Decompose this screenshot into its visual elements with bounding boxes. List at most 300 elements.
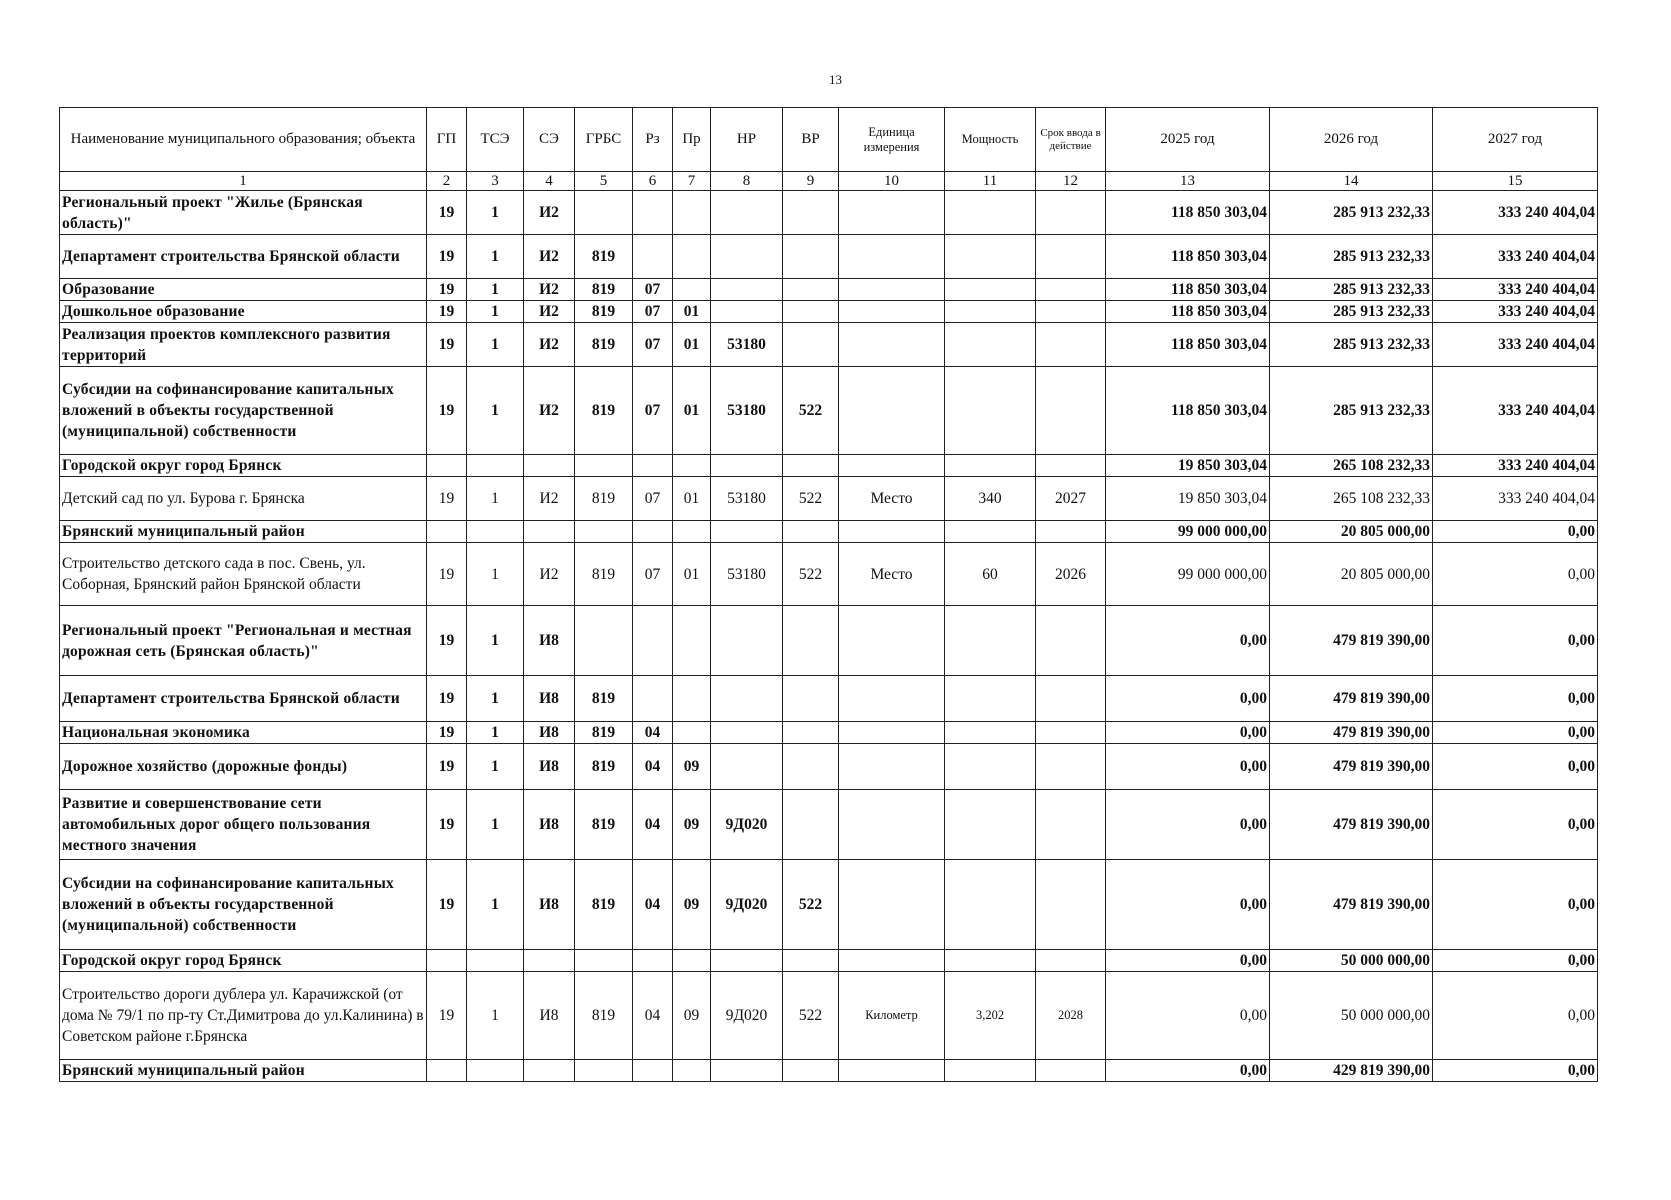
cell-rz-code: [633, 1060, 673, 1082]
cell-nr-code: [711, 521, 783, 543]
cell-vr-code: [783, 950, 839, 972]
cell-amount-2025: 19 850 303,04: [1106, 455, 1270, 477]
header-name: Наименование муниципального образования; объекта: [60, 108, 427, 172]
cell-amount-2027: 0,00: [1433, 950, 1598, 972]
budget-table: [59, 107, 1598, 1082]
cell-object-name: Строительство детского сада в пос. Свень, ул. Соборная, Брянский район Брянской области: [60, 543, 427, 606]
cell-gp-code: 19: [427, 543, 467, 606]
cell-pr-code: 01: [673, 543, 711, 606]
cell-tse-code: 1: [467, 323, 524, 367]
cell-tse-code: 1: [467, 972, 524, 1060]
cell-object-name: Брянский муниципальный район: [60, 521, 427, 543]
cell-amount-2026: 479 819 390,00: [1270, 676, 1433, 722]
cell-capacity: [945, 950, 1036, 972]
column-number: 3: [467, 172, 524, 191]
cell-pr-code: 01: [673, 477, 711, 521]
cell-tse-code: 1: [467, 676, 524, 722]
cell-capacity: [945, 860, 1036, 950]
cell-grbs-code: 819: [575, 477, 633, 521]
cell-capacity: [945, 790, 1036, 860]
cell-grbs-code: 819: [575, 722, 633, 744]
cell-pr-code: [673, 1060, 711, 1082]
cell-se-code: И2: [524, 323, 575, 367]
cell-commission-year: [1036, 606, 1106, 676]
cell-object-name: Образование: [60, 279, 427, 301]
cell-unit: [839, 722, 945, 744]
cell-capacity: [945, 606, 1036, 676]
header-se: СЭ: [524, 108, 575, 172]
cell-unit: [839, 606, 945, 676]
header-row: [60, 108, 1598, 172]
cell-object-name: Департамент строительства Брянской области: [60, 235, 427, 279]
cell-amount-2025: 118 850 303,04: [1106, 279, 1270, 301]
cell-amount-2025: 118 850 303,04: [1106, 235, 1270, 279]
header-grbs: ГРБС: [575, 108, 633, 172]
cell-vr-code: 522: [783, 477, 839, 521]
cell-unit: [839, 950, 945, 972]
table-row: [60, 367, 1598, 455]
cell-se-code: И8: [524, 860, 575, 950]
cell-commission-year: [1036, 676, 1106, 722]
cell-amount-2027: 0,00: [1433, 543, 1598, 606]
cell-vr-code: [783, 521, 839, 543]
cell-gp-code: 19: [427, 301, 467, 323]
cell-capacity: 3,202: [945, 972, 1036, 1060]
cell-nr-code: 53180: [711, 477, 783, 521]
cell-capacity: [945, 323, 1036, 367]
cell-gp-code: 19: [427, 790, 467, 860]
cell-amount-2025: 118 850 303,04: [1106, 301, 1270, 323]
cell-vr-code: 522: [783, 860, 839, 950]
header-2026: 2026 год: [1270, 108, 1433, 172]
cell-capacity: [945, 367, 1036, 455]
cell-amount-2027: 0,00: [1433, 1060, 1598, 1082]
cell-se-code: [524, 1060, 575, 1082]
cell-nr-code: [711, 606, 783, 676]
cell-rz-code: 07: [633, 301, 673, 323]
cell-unit: [839, 191, 945, 235]
cell-se-code: И2: [524, 279, 575, 301]
cell-rz-code: 04: [633, 972, 673, 1060]
cell-unit: Место: [839, 477, 945, 521]
cell-capacity: [945, 1060, 1036, 1082]
cell-object-name: Городской округ город Брянск: [60, 950, 427, 972]
cell-grbs-code: [575, 455, 633, 477]
cell-amount-2026: 285 913 232,33: [1270, 367, 1433, 455]
cell-amount-2027: 333 240 404,04: [1433, 301, 1598, 323]
cell-commission-year: [1036, 455, 1106, 477]
cell-tse-code: 1: [467, 477, 524, 521]
cell-amount-2027: 333 240 404,04: [1433, 455, 1598, 477]
cell-se-code: [524, 521, 575, 543]
cell-amount-2027: 333 240 404,04: [1433, 279, 1598, 301]
cell-vr-code: [783, 1060, 839, 1082]
cell-nr-code: 53180: [711, 323, 783, 367]
cell-nr-code: [711, 1060, 783, 1082]
cell-amount-2025: 0,00: [1106, 744, 1270, 790]
cell-object-name: Департамент строительства Брянской области: [60, 676, 427, 722]
column-number: 15: [1433, 172, 1598, 191]
cell-rz-code: [633, 191, 673, 235]
cell-gp-code: [427, 521, 467, 543]
column-number: 9: [783, 172, 839, 191]
column-number: 13: [1106, 172, 1270, 191]
cell-amount-2026: 285 913 232,33: [1270, 279, 1433, 301]
cell-se-code: И8: [524, 972, 575, 1060]
cell-rz-code: 07: [633, 323, 673, 367]
cell-nr-code: [711, 301, 783, 323]
cell-unit: [839, 521, 945, 543]
cell-nr-code: [711, 744, 783, 790]
header-vr: ВР: [783, 108, 839, 172]
cell-vr-code: [783, 455, 839, 477]
cell-se-code: И2: [524, 367, 575, 455]
cell-amount-2026: 265 108 232,33: [1270, 477, 1433, 521]
cell-commission-year: [1036, 744, 1106, 790]
column-number: 7: [673, 172, 711, 191]
cell-unit: Место: [839, 543, 945, 606]
cell-gp-code: 19: [427, 323, 467, 367]
cell-se-code: И8: [524, 722, 575, 744]
cell-capacity: [945, 521, 1036, 543]
table-row: [60, 323, 1598, 367]
table-row: [60, 521, 1598, 543]
cell-amount-2027: 0,00: [1433, 860, 1598, 950]
cell-pr-code: [673, 606, 711, 676]
cell-vr-code: 522: [783, 543, 839, 606]
cell-unit: [839, 676, 945, 722]
cell-amount-2026: 429 819 390,00: [1270, 1060, 1433, 1082]
cell-rz-code: 07: [633, 477, 673, 521]
cell-tse-code: [467, 1060, 524, 1082]
cell-tse-code: 1: [467, 367, 524, 455]
cell-pr-code: [673, 455, 711, 477]
cell-object-name: Субсидии на софинансирование капитальных вложений в объекты государственной (муниципальной) собственности: [60, 860, 427, 950]
header-pr: Пр: [673, 108, 711, 172]
cell-pr-code: 01: [673, 323, 711, 367]
cell-amount-2027: 0,00: [1433, 722, 1598, 744]
cell-gp-code: [427, 1060, 467, 1082]
cell-capacity: [945, 301, 1036, 323]
cell-grbs-code: 819: [575, 279, 633, 301]
table-row: [60, 477, 1598, 521]
table-row: [60, 676, 1598, 722]
cell-capacity: [945, 455, 1036, 477]
cell-commission-year: [1036, 950, 1106, 972]
cell-grbs-code: 819: [575, 790, 633, 860]
cell-rz-code: [633, 235, 673, 279]
cell-object-name: Дошкольное образование: [60, 301, 427, 323]
cell-amount-2026: 20 805 000,00: [1270, 521, 1433, 543]
cell-rz-code: [633, 521, 673, 543]
cell-gp-code: 19: [427, 606, 467, 676]
cell-vr-code: [783, 235, 839, 279]
cell-object-name: Развитие и совершенствование сети автомобильных дорог общего пользования местного значения: [60, 790, 427, 860]
cell-capacity: [945, 235, 1036, 279]
cell-amount-2026: 479 819 390,00: [1270, 860, 1433, 950]
cell-amount-2027: 0,00: [1433, 676, 1598, 722]
cell-rz-code: 04: [633, 790, 673, 860]
cell-gp-code: [427, 455, 467, 477]
table-row: [60, 972, 1598, 1060]
cell-rz-code: [633, 606, 673, 676]
table-row: [60, 722, 1598, 744]
cell-gp-code: 19: [427, 367, 467, 455]
cell-vr-code: [783, 301, 839, 323]
cell-amount-2027: 0,00: [1433, 744, 1598, 790]
cell-amount-2027: 333 240 404,04: [1433, 191, 1598, 235]
cell-tse-code: 1: [467, 301, 524, 323]
cell-amount-2027: 0,00: [1433, 521, 1598, 543]
cell-se-code: И2: [524, 191, 575, 235]
table-row: [60, 950, 1598, 972]
cell-gp-code: 19: [427, 722, 467, 744]
cell-amount-2025: 0,00: [1106, 790, 1270, 860]
cell-tse-code: 1: [467, 744, 524, 790]
cell-nr-code: 9Д020: [711, 860, 783, 950]
cell-tse-code: 1: [467, 722, 524, 744]
cell-grbs-code: [575, 521, 633, 543]
cell-vr-code: [783, 744, 839, 790]
cell-grbs-code: [575, 1060, 633, 1082]
cell-amount-2025: 118 850 303,04: [1106, 191, 1270, 235]
cell-amount-2027: 333 240 404,04: [1433, 323, 1598, 367]
cell-gp-code: 19: [427, 860, 467, 950]
header-commission-date: Срок ввода в действие: [1036, 108, 1106, 172]
cell-gp-code: 19: [427, 744, 467, 790]
cell-commission-year: 2026: [1036, 543, 1106, 606]
cell-vr-code: [783, 676, 839, 722]
cell-tse-code: 1: [467, 606, 524, 676]
cell-gp-code: 19: [427, 676, 467, 722]
cell-tse-code: 1: [467, 790, 524, 860]
cell-pr-code: [673, 235, 711, 279]
cell-commission-year: [1036, 191, 1106, 235]
cell-pr-code: [673, 722, 711, 744]
header-tse: ТСЭ: [467, 108, 524, 172]
cell-pr-code: 01: [673, 367, 711, 455]
cell-se-code: [524, 455, 575, 477]
cell-rz-code: [633, 455, 673, 477]
table-row: [60, 543, 1598, 606]
cell-capacity: [945, 744, 1036, 790]
cell-rz-code: 04: [633, 744, 673, 790]
cell-grbs-code: 819: [575, 367, 633, 455]
cell-capacity: 340: [945, 477, 1036, 521]
header-unit: Единица измерения: [839, 108, 945, 172]
cell-amount-2026: 479 819 390,00: [1270, 790, 1433, 860]
cell-tse-code: [467, 950, 524, 972]
cell-pr-code: 01: [673, 301, 711, 323]
cell-tse-code: 1: [467, 235, 524, 279]
column-number: 4: [524, 172, 575, 191]
cell-grbs-code: 819: [575, 744, 633, 790]
cell-grbs-code: 819: [575, 972, 633, 1060]
cell-vr-code: [783, 722, 839, 744]
cell-se-code: [524, 950, 575, 972]
cell-rz-code: 07: [633, 367, 673, 455]
header-gp: ГП: [427, 108, 467, 172]
cell-rz-code: 04: [633, 860, 673, 950]
column-number: 8: [711, 172, 783, 191]
cell-commission-year: [1036, 722, 1106, 744]
header-rz: Рз: [633, 108, 673, 172]
cell-amount-2025: 0,00: [1106, 950, 1270, 972]
cell-unit: [839, 790, 945, 860]
cell-unit: [839, 1060, 945, 1082]
cell-amount-2025: 0,00: [1106, 972, 1270, 1060]
cell-object-name: Детский сад по ул. Бурова г. Брянска: [60, 477, 427, 521]
cell-amount-2026: 20 805 000,00: [1270, 543, 1433, 606]
column-number: 6: [633, 172, 673, 191]
cell-nr-code: [711, 191, 783, 235]
cell-pr-code: [673, 521, 711, 543]
cell-object-name: Региональный проект "Жилье (Брянская область)": [60, 191, 427, 235]
cell-grbs-code: 819: [575, 323, 633, 367]
table-row: [60, 606, 1598, 676]
cell-object-name: Национальная экономика: [60, 722, 427, 744]
cell-grbs-code: 819: [575, 860, 633, 950]
cell-unit: [839, 744, 945, 790]
cell-nr-code: 53180: [711, 367, 783, 455]
table-row: [60, 790, 1598, 860]
column-number: 2: [427, 172, 467, 191]
cell-se-code: И8: [524, 744, 575, 790]
cell-commission-year: [1036, 323, 1106, 367]
cell-amount-2027: 333 240 404,04: [1433, 477, 1598, 521]
cell-object-name: Реализация проектов комплексного развития территорий: [60, 323, 427, 367]
column-number: 5: [575, 172, 633, 191]
cell-nr-code: [711, 279, 783, 301]
cell-unit: [839, 367, 945, 455]
cell-se-code: И2: [524, 543, 575, 606]
cell-commission-year: [1036, 860, 1106, 950]
cell-grbs-code: 819: [575, 543, 633, 606]
cell-amount-2025: 99 000 000,00: [1106, 521, 1270, 543]
table-row: [60, 235, 1598, 279]
cell-commission-year: [1036, 1060, 1106, 1082]
cell-amount-2025: 99 000 000,00: [1106, 543, 1270, 606]
cell-grbs-code: 819: [575, 676, 633, 722]
table-row: [60, 279, 1598, 301]
cell-rz-code: 04: [633, 722, 673, 744]
cell-object-name: Дорожное хозяйство (дорожные фонды): [60, 744, 427, 790]
cell-se-code: И8: [524, 790, 575, 860]
cell-gp-code: 19: [427, 279, 467, 301]
column-number: 14: [1270, 172, 1433, 191]
cell-amount-2025: 0,00: [1106, 722, 1270, 744]
cell-amount-2025: 19 850 303,04: [1106, 477, 1270, 521]
cell-capacity: [945, 191, 1036, 235]
cell-amount-2027: 0,00: [1433, 972, 1598, 1060]
cell-nr-code: [711, 235, 783, 279]
cell-grbs-code: 819: [575, 301, 633, 323]
cell-object-name: Региональный проект "Региональная и местная дорожная сеть (Брянская область)": [60, 606, 427, 676]
cell-amount-2026: 285 913 232,33: [1270, 235, 1433, 279]
cell-unit: [839, 301, 945, 323]
cell-amount-2025: 118 850 303,04: [1106, 367, 1270, 455]
cell-unit: [839, 235, 945, 279]
cell-commission-year: [1036, 521, 1106, 543]
cell-amount-2026: 479 819 390,00: [1270, 722, 1433, 744]
cell-nr-code: 9Д020: [711, 972, 783, 1060]
cell-gp-code: 19: [427, 972, 467, 1060]
cell-se-code: И8: [524, 676, 575, 722]
column-number: 12: [1036, 172, 1106, 191]
table-row: [60, 744, 1598, 790]
cell-amount-2026: 50 000 000,00: [1270, 950, 1433, 972]
cell-nr-code: [711, 950, 783, 972]
cell-pr-code: 09: [673, 744, 711, 790]
cell-tse-code: 1: [467, 191, 524, 235]
table-row: [60, 455, 1598, 477]
cell-tse-code: [467, 521, 524, 543]
cell-object-name: Городской округ город Брянск: [60, 455, 427, 477]
cell-capacity: [945, 279, 1036, 301]
cell-commission-year: [1036, 301, 1106, 323]
cell-tse-code: [467, 455, 524, 477]
cell-rz-code: [633, 950, 673, 972]
cell-amount-2026: 479 819 390,00: [1270, 744, 1433, 790]
cell-amount-2027: 0,00: [1433, 606, 1598, 676]
cell-amount-2025: 0,00: [1106, 676, 1270, 722]
cell-gp-code: 19: [427, 235, 467, 279]
cell-tse-code: 1: [467, 543, 524, 606]
cell-grbs-code: [575, 950, 633, 972]
cell-nr-code: 9Д020: [711, 790, 783, 860]
header-2027: 2027 год: [1433, 108, 1598, 172]
cell-se-code: И2: [524, 477, 575, 521]
cell-object-name: Брянский муниципальный район: [60, 1060, 427, 1082]
column-number: 1: [60, 172, 427, 191]
cell-tse-code: 1: [467, 860, 524, 950]
cell-tse-code: 1: [467, 279, 524, 301]
table-row: [60, 1060, 1598, 1082]
cell-pr-code: 09: [673, 860, 711, 950]
cell-amount-2027: 333 240 404,04: [1433, 367, 1598, 455]
cell-unit: [839, 455, 945, 477]
cell-capacity: 60: [945, 543, 1036, 606]
cell-vr-code: [783, 323, 839, 367]
cell-amount-2026: 265 108 232,33: [1270, 455, 1433, 477]
cell-amount-2025: 0,00: [1106, 860, 1270, 950]
cell-object-name: Субсидии на софинансирование капитальных вложений в объекты государственной (муниципальной) собственности: [60, 367, 427, 455]
cell-commission-year: [1036, 235, 1106, 279]
cell-grbs-code: [575, 191, 633, 235]
cell-amount-2027: 0,00: [1433, 790, 1598, 860]
cell-unit: [839, 323, 945, 367]
cell-pr-code: [673, 279, 711, 301]
cell-vr-code: 522: [783, 972, 839, 1060]
cell-amount-2025: 0,00: [1106, 1060, 1270, 1082]
cell-pr-code: 09: [673, 790, 711, 860]
cell-amount-2025: 0,00: [1106, 606, 1270, 676]
cell-amount-2026: 285 913 232,33: [1270, 191, 1433, 235]
table-body: [60, 191, 1598, 1082]
cell-amount-2026: 285 913 232,33: [1270, 301, 1433, 323]
cell-nr-code: [711, 722, 783, 744]
cell-rz-code: [633, 676, 673, 722]
cell-pr-code: 09: [673, 972, 711, 1060]
table-row: [60, 301, 1598, 323]
cell-capacity: [945, 676, 1036, 722]
cell-commission-year: [1036, 367, 1106, 455]
cell-unit: [839, 860, 945, 950]
cell-grbs-code: 819: [575, 235, 633, 279]
cell-capacity: [945, 722, 1036, 744]
cell-vr-code: [783, 191, 839, 235]
cell-object-name: Строительство дороги дублера ул. Карачижской (от дома № 79/1 по пр-ту Ст.Димитрова до ул.Калинина) в Советском районе г.Брянска: [60, 972, 427, 1060]
